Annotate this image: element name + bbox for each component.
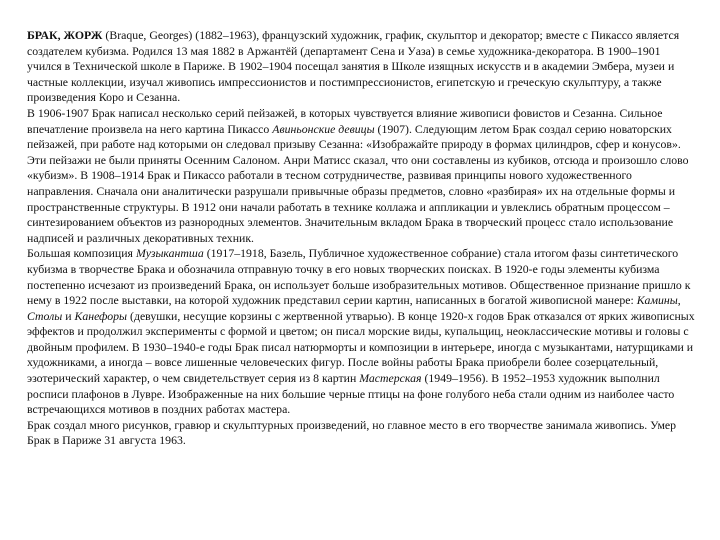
artwork-title-tables: Столы: [27, 308, 63, 323]
paragraph-text: (1949–1956). В 1952–1953 художник выполнил росписи плафонов в Лувре. Изображенные на них большие черные птицы на фоне голубого неба стали одним из наиболее часто встречающихся мотивов в поздних работах мастера.: [27, 371, 675, 417]
separator-text: ,: [677, 293, 681, 308]
paragraph-text: Большая композиция: [27, 246, 136, 261]
paragraph-early-cubism: [27, 106, 695, 246]
paragraph-conclusion: [27, 418, 695, 449]
paragraph-text: (девушки, несущие корзины с жертвенной утварью). В конце 1920-х годов Брак отказался от ярких живописных эффектов и продолжил эксперименты с формой и цветом; он писал морские виды, купальщиц, неоклассические мотивы и головы с двойным профилем. В 1930–1940-е годы Брак писал натюрморты и композиции в интерьере, иногда с музыкантами, натурщиками и художниками, а иногда – вовсе лишенные человеческих фигур. После войны работы Брака приобрели более созерцательный, эзотерический характер, о чем свидетельствует серия из 8 картин: [27, 308, 695, 386]
paragraph-text: Брак создал много рисунков, гравюр и скульптурных произведений, но главное место в его творчестве занимала живопись. Умер Брак в Париже 31 августа 1963.: [27, 417, 677, 448]
encyclopedia-article: [27, 28, 695, 449]
artwork-title-avignon: Авиньонские девицы: [272, 121, 375, 136]
separator-text: и: [62, 308, 75, 323]
artwork-title-canephorae: Канефоры: [74, 308, 128, 323]
article-headword: БРАК, ЖОРЖ: [27, 28, 103, 42]
artwork-title-studio: Мастерская: [359, 371, 422, 386]
intro-text: (Braque, Georges) (1882–1963), французский художник, график, скульптор и декоратор; вместе с Пикассо является создателем кубизма. Родился 13 мая 1882 в Аржантёй (департамент Сена и Уаза) в семье художника-декоратора. В 1900–1901 учился в Технической школе в Париже. В 1902–1904 посещал занятия в Школе изящных искусств и в академии Эмбера, музеи и частные коллекции, изучал живопись импрессионистов и постимпрессионистов, египетскую и греческую скульптуру, а также произведения Коро и Сезанна.: [27, 28, 680, 105]
paragraph-text: (1907). Следующим летом Брак создал серию новаторских пейзажей, при работе над которыми он следовал призыву Сезанна: «Изображайте природу в формах цилиндров, сфер и конусов». Эти пейзажи не были приняты Осенним Салоном. Анри Матисс сказал, что они составлены из кубиков, отсюда и произошло слово «кубизм». В 1908–1914 Брак и Пикассо работали в тесном сотрудничестве, развивая принципы нового художественного направления. Сначала они аналитически разрушали привычные образы предметов, словно «разбирая» их на отдельные формы и пространственные структуры. В 1912 они начали работать в технике коллажа и аппликации и увлеклись обратным процессом – синтезированием объектов из разнородных элементов. Значительным вкладом Брака в творческий процесс стало использование надписей и различных декоративных техник.: [27, 121, 689, 245]
paragraph-later-work: [27, 246, 695, 418]
paragraph-text: В 1906-1907 Брак написал несколько серий пейзажей, в которых чувствуется влияние живописи фовистов и Сезанна. Сильное впечатление произвела на него картина Пикассо: [27, 105, 663, 136]
artwork-title-fireplaces: Камины: [636, 293, 678, 308]
paragraph-intro: [27, 28, 695, 106]
artwork-title-musician: Музыкантша: [135, 246, 204, 261]
paragraph-text: (1917–1918, Базель, Публичное художественное собрание) стала итогом фазы синтетического кубизма в творчестве Брака и обозначила отправную точку в его новых творческих поисках. В 1920-е годы элементы кубизма постепенно исчезают из произведений Брака, он использует больше изобразительных мотивов. Общественное признание пришло к нему в 1922 после выставки, на которой художник представил серии картин, написанных в богатой живописной манере:: [27, 246, 691, 308]
